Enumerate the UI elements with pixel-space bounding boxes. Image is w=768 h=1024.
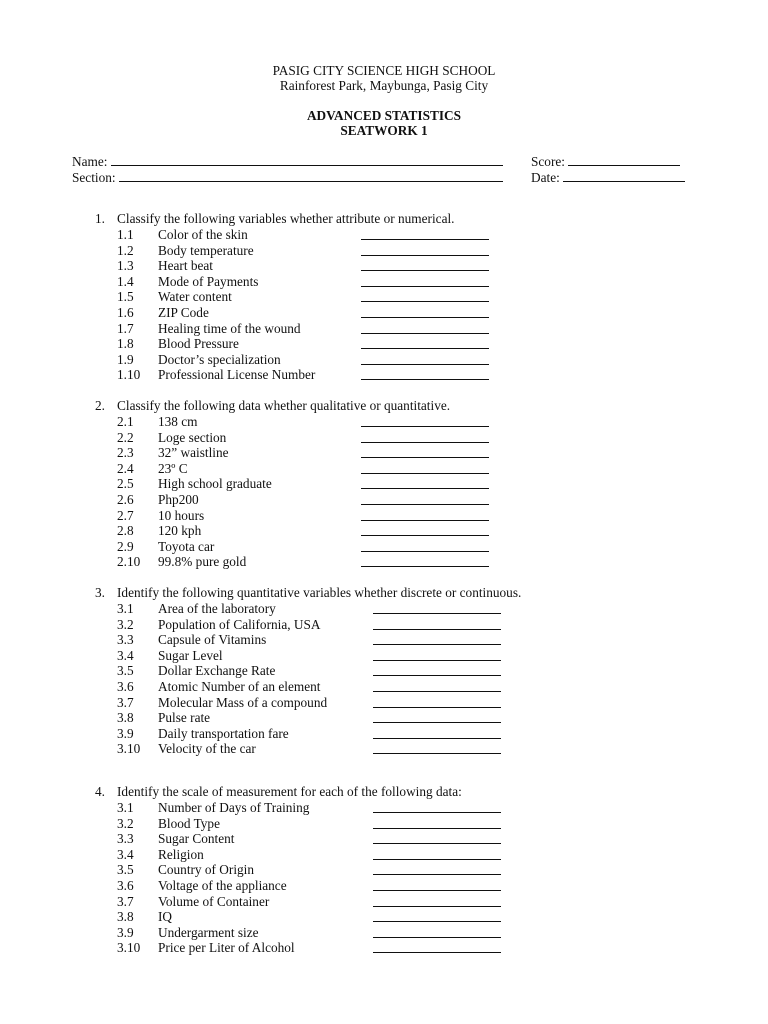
item-text: Number of Days of Training bbox=[158, 800, 310, 815]
item-number: 3.4 bbox=[117, 647, 134, 663]
list-item bbox=[0, 461, 768, 477]
item-text: Voltage of the appliance bbox=[158, 878, 287, 893]
answer-blank[interactable] bbox=[373, 847, 501, 860]
item-text: Country of Origin bbox=[158, 862, 255, 878]
question-number: 2. bbox=[95, 398, 105, 413]
answer-blank[interactable] bbox=[373, 940, 501, 953]
answer-blank[interactable] bbox=[361, 445, 489, 458]
item-number: 3.6 bbox=[117, 679, 134, 694]
answer-blank[interactable] bbox=[373, 601, 501, 614]
answer-blank[interactable] bbox=[361, 352, 489, 365]
list-item bbox=[0, 321, 768, 337]
list-item bbox=[0, 831, 768, 847]
list-item bbox=[0, 554, 768, 570]
item-text: Doctor’s specialization bbox=[158, 351, 281, 367]
item-number: 1.9 bbox=[117, 351, 134, 367]
question-text: Classify the following data whether qualitative or quantitative. bbox=[117, 398, 451, 413]
item-number: 3.5 bbox=[117, 862, 134, 878]
answer-blank[interactable] bbox=[373, 894, 501, 907]
answer-blank[interactable] bbox=[361, 227, 489, 240]
question-text: Classify the following variables whether attribute or numerical. bbox=[117, 211, 455, 226]
answer-blank[interactable] bbox=[373, 648, 501, 661]
answer-blank[interactable] bbox=[373, 695, 501, 708]
item-text: Sugar Level bbox=[158, 647, 223, 663]
list-item bbox=[0, 663, 768, 679]
answer-blank[interactable] bbox=[373, 862, 501, 875]
school-name: PASIG CITY SCIENCE HIGH SCHOOL bbox=[272, 63, 496, 78]
list-item bbox=[0, 679, 768, 695]
list-item bbox=[0, 508, 768, 524]
list-item bbox=[0, 601, 768, 617]
item-number: 1.8 bbox=[117, 336, 134, 352]
item-number: 3.4 bbox=[117, 846, 134, 862]
answer-blank[interactable] bbox=[373, 679, 501, 692]
item-text: Toyota car bbox=[158, 538, 215, 554]
item-number: 2.1 bbox=[117, 414, 134, 429]
question-number: 4. bbox=[95, 784, 105, 799]
item-text: Blood Pressure bbox=[158, 336, 239, 352]
item-text: Population of California, USA bbox=[158, 616, 321, 632]
item-text: Volume of Container bbox=[158, 893, 270, 909]
item-number: 1.2 bbox=[117, 242, 134, 258]
item-text: 99.8% pure gold bbox=[158, 554, 247, 570]
answer-blank[interactable] bbox=[361, 336, 489, 349]
item-text: Undergarment size bbox=[158, 924, 259, 940]
item-text: High school graduate bbox=[158, 476, 272, 492]
answer-blank[interactable] bbox=[361, 305, 489, 318]
item-text: Heart beat bbox=[158, 258, 213, 274]
answer-blank[interactable] bbox=[373, 925, 501, 938]
item-text: 10 hours bbox=[158, 507, 205, 523]
list-item bbox=[0, 445, 768, 461]
item-text: Pulse rate bbox=[158, 710, 211, 726]
item-number: 3.10 bbox=[117, 741, 141, 757]
list-item bbox=[0, 940, 768, 956]
item-text: Area of the laboratory bbox=[158, 601, 276, 616]
item-text: 23º C bbox=[158, 460, 188, 476]
item-text: Blood Type bbox=[158, 815, 220, 831]
list-item bbox=[0, 862, 768, 878]
item-number: 2.10 bbox=[117, 554, 141, 570]
answer-blank[interactable] bbox=[373, 909, 501, 922]
item-text: Professional License Number bbox=[158, 367, 316, 383]
item-text: Mode of Payments bbox=[158, 273, 259, 289]
answer-blank[interactable] bbox=[361, 367, 489, 380]
list-item bbox=[0, 894, 768, 910]
list-item bbox=[0, 305, 768, 321]
item-number: 1.7 bbox=[117, 320, 134, 336]
answer-blank[interactable] bbox=[373, 800, 501, 813]
score-label: Score: bbox=[531, 154, 565, 169]
list-item bbox=[0, 648, 768, 664]
item-number: 1.4 bbox=[117, 273, 134, 289]
item-number: 3.7 bbox=[117, 694, 134, 710]
list-item bbox=[0, 352, 768, 368]
answer-blank[interactable] bbox=[361, 243, 489, 256]
list-item bbox=[0, 476, 768, 492]
answer-blank[interactable] bbox=[373, 878, 501, 891]
question-number: 1. bbox=[95, 211, 105, 226]
item-number: 1.1 bbox=[117, 227, 134, 242]
date-field bbox=[531, 169, 685, 186]
answer-blank[interactable] bbox=[361, 258, 489, 271]
item-number: 2.4 bbox=[117, 460, 134, 476]
answer-blank[interactable] bbox=[361, 321, 489, 334]
answer-blank[interactable] bbox=[361, 508, 489, 521]
item-text: 120 kph bbox=[158, 523, 202, 539]
item-number: 2.5 bbox=[117, 476, 134, 492]
list-item bbox=[0, 617, 768, 633]
item-number: 2.6 bbox=[117, 492, 134, 507]
list-item bbox=[0, 336, 768, 352]
question-number: 3. bbox=[95, 585, 105, 600]
answer-blank[interactable] bbox=[373, 726, 501, 739]
item-number: 1.5 bbox=[117, 289, 134, 305]
answer-blank[interactable] bbox=[361, 554, 489, 567]
list-item bbox=[0, 243, 768, 259]
date-label: Date: bbox=[531, 170, 560, 185]
item-number: 3.1 bbox=[117, 800, 134, 815]
score-field bbox=[531, 153, 680, 170]
item-text: Healing time of the wound bbox=[158, 320, 301, 336]
answer-blank[interactable] bbox=[361, 414, 489, 427]
item-number: 2.7 bbox=[117, 507, 134, 523]
item-text: Loge section bbox=[158, 429, 227, 445]
question-text: Identify the scale of measurement for each of the following data: bbox=[117, 784, 462, 799]
answer-blank[interactable] bbox=[373, 741, 501, 754]
item-text: 138 cm bbox=[158, 414, 198, 429]
item-text: Dollar Exchange Rate bbox=[158, 663, 276, 679]
item-text: Price per Liter of Alcohol bbox=[158, 940, 295, 956]
question-prompt bbox=[95, 784, 462, 800]
item-number: 1.3 bbox=[117, 258, 134, 274]
item-number: 3.9 bbox=[117, 924, 134, 940]
list-item bbox=[0, 523, 768, 539]
list-item bbox=[0, 539, 768, 555]
list-item bbox=[0, 274, 768, 290]
item-number: 3.6 bbox=[117, 878, 134, 893]
question-text: Identify the following quantitative variables whether discrete or continuous. bbox=[117, 585, 522, 600]
list-item bbox=[0, 414, 768, 430]
item-number: 3.8 bbox=[117, 909, 134, 925]
item-number: 3.7 bbox=[117, 893, 134, 909]
item-number: 2.9 bbox=[117, 538, 134, 554]
answer-blank[interactable] bbox=[361, 492, 489, 505]
item-text: Sugar Content bbox=[158, 831, 235, 847]
answer-blank[interactable] bbox=[361, 289, 489, 302]
answer-blank[interactable] bbox=[373, 831, 501, 844]
list-item bbox=[0, 726, 768, 742]
name-field bbox=[72, 153, 503, 170]
item-text: Body temperature bbox=[158, 242, 254, 258]
date-blank[interactable] bbox=[563, 169, 685, 182]
answer-blank[interactable] bbox=[361, 430, 489, 443]
list-item bbox=[0, 258, 768, 274]
item-number: 3.2 bbox=[117, 616, 134, 632]
item-number: 3.9 bbox=[117, 725, 134, 741]
list-item bbox=[0, 695, 768, 711]
name-blank[interactable] bbox=[111, 153, 503, 166]
section-label: Section: bbox=[72, 170, 116, 185]
item-number: 3.5 bbox=[117, 663, 134, 679]
item-text: Water content bbox=[158, 289, 232, 305]
item-text: Color of the skin bbox=[158, 227, 248, 242]
list-item bbox=[0, 800, 768, 816]
answer-blank[interactable] bbox=[373, 816, 501, 829]
question-prompt bbox=[95, 398, 450, 414]
section-blank[interactable] bbox=[119, 169, 503, 182]
item-number: 3.10 bbox=[117, 940, 141, 956]
answer-blank[interactable] bbox=[373, 710, 501, 723]
activity-title: SEATWORK 1 bbox=[340, 123, 428, 138]
list-item bbox=[0, 632, 768, 648]
list-item bbox=[0, 227, 768, 243]
item-number: 3.8 bbox=[117, 710, 134, 726]
question-prompt bbox=[95, 585, 521, 601]
item-text: Daily transportation fare bbox=[158, 725, 289, 741]
section-field bbox=[72, 169, 503, 186]
answer-blank[interactable] bbox=[373, 617, 501, 630]
item-number: 3.3 bbox=[117, 632, 134, 648]
item-number: 2.2 bbox=[117, 429, 134, 445]
list-item bbox=[0, 710, 768, 726]
answer-blank[interactable] bbox=[361, 476, 489, 489]
list-item bbox=[0, 367, 768, 383]
item-number: 3.2 bbox=[117, 815, 134, 831]
item-text: Php200 bbox=[158, 492, 199, 507]
item-number: 1.6 bbox=[117, 305, 134, 320]
item-text: Molecular Mass of a compound bbox=[158, 694, 328, 710]
question-prompt bbox=[95, 211, 455, 227]
list-item bbox=[0, 816, 768, 832]
list-item bbox=[0, 925, 768, 941]
answer-blank[interactable] bbox=[361, 523, 489, 536]
list-item bbox=[0, 909, 768, 925]
item-text: Capsule of Vitamins bbox=[158, 632, 267, 648]
name-label: Name: bbox=[72, 154, 108, 169]
item-text: Velocity of the car bbox=[158, 741, 256, 757]
subject-title: ADVANCED STATISTICS bbox=[306, 108, 462, 123]
list-item bbox=[0, 430, 768, 446]
answer-blank[interactable] bbox=[373, 632, 501, 645]
answer-blank[interactable] bbox=[361, 274, 489, 287]
school-address: Rainforest Park, Maybunga, Pasig City bbox=[279, 78, 489, 93]
item-text: IQ bbox=[158, 909, 173, 925]
item-number: 3.1 bbox=[117, 601, 134, 616]
list-item bbox=[0, 492, 768, 508]
item-text: Atomic Number of an element bbox=[158, 679, 321, 694]
answer-blank[interactable] bbox=[361, 461, 489, 474]
item-number: 2.3 bbox=[117, 445, 134, 461]
item-text: Religion bbox=[158, 846, 204, 862]
item-number: 1.10 bbox=[117, 367, 141, 383]
score-blank[interactable] bbox=[568, 153, 680, 166]
list-item bbox=[0, 289, 768, 305]
list-item bbox=[0, 741, 768, 757]
answer-blank[interactable] bbox=[361, 539, 489, 552]
answer-blank[interactable] bbox=[373, 663, 501, 676]
item-number: 2.8 bbox=[117, 523, 134, 539]
list-item bbox=[0, 878, 768, 894]
item-text: 32” waistline bbox=[158, 445, 229, 461]
item-number: 3.3 bbox=[117, 831, 134, 847]
list-item bbox=[0, 847, 768, 863]
item-text: ZIP Code bbox=[158, 305, 209, 320]
